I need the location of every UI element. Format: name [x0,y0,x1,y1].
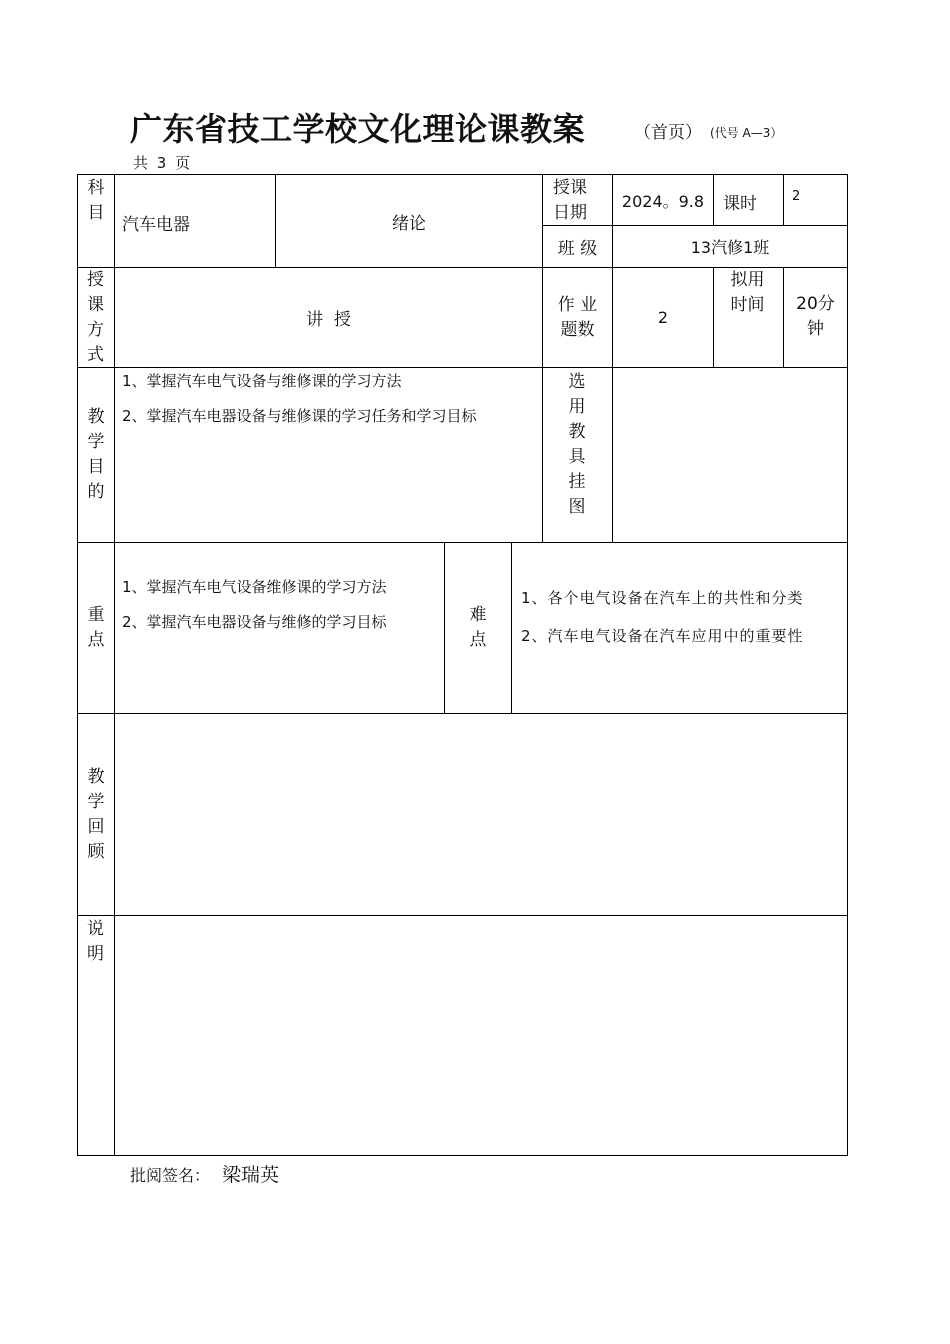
page-count-number: 3 [156,154,167,172]
notes-label: 说明 [87,919,104,964]
tools-label: 选用教具挂图 [568,372,586,517]
goals-label: 教学目的 [87,407,105,502]
date-label: 授课日期 [553,178,587,223]
document-code: (代号 A—3） [710,126,783,140]
hours-value: 2 [792,189,801,204]
difficulty-item: 2、汽车电气设备在汽车应用中的重要性 [521,627,804,645]
plan-time-label: 拟用时间 [730,270,765,315]
page-count-suffix: 页 [175,154,191,172]
difficulty-item: 1、各个电气设备在汽车上的共性和分类 [521,589,804,607]
key-point-item: 2、掌握汽车电器设备与维修的学习目标 [122,613,387,631]
signature [130,1160,279,1187]
hours-label: 课时 [723,194,757,214]
method-label: 授课方式 [87,270,104,365]
subject-label: 科目 [87,178,105,223]
document-subtitle: （首页） [634,123,702,143]
plan-time-value: 20分钟 [796,294,835,339]
page-count [133,152,194,173]
class-value: 13汽修1班 [690,238,770,257]
topic-value: 绪论 [392,213,426,234]
goal-item: 1、掌握汽车电气设备与维修课的学习方法 [122,372,402,390]
document-title: 广东省技工学校文化理论课教案 [130,110,586,148]
homework-label: 作 业题数 [557,294,598,340]
class-label: 班 级 [557,239,598,259]
key-point-item: 1、掌握汽车电气设备维修课的学习方法 [122,578,387,596]
goal-item: 2、掌握汽车电器设备与维修课的学习任务和学习目标 [122,407,477,425]
difficulty-label: 难点 [469,605,487,650]
homework-value: 2 [657,308,669,327]
page-count-prefix: 共 [133,154,149,172]
date-value: 2024。9.8 [621,191,705,211]
method-value: 讲 授 [306,310,351,330]
signature-name: 梁瑞英 [222,1164,280,1186]
subject-value: 汽车电器 [122,215,190,235]
review-label: 教学回顾 [87,766,105,862]
key-label: 重点 [87,605,105,650]
signature-label: 批阅签名： [130,1166,211,1185]
